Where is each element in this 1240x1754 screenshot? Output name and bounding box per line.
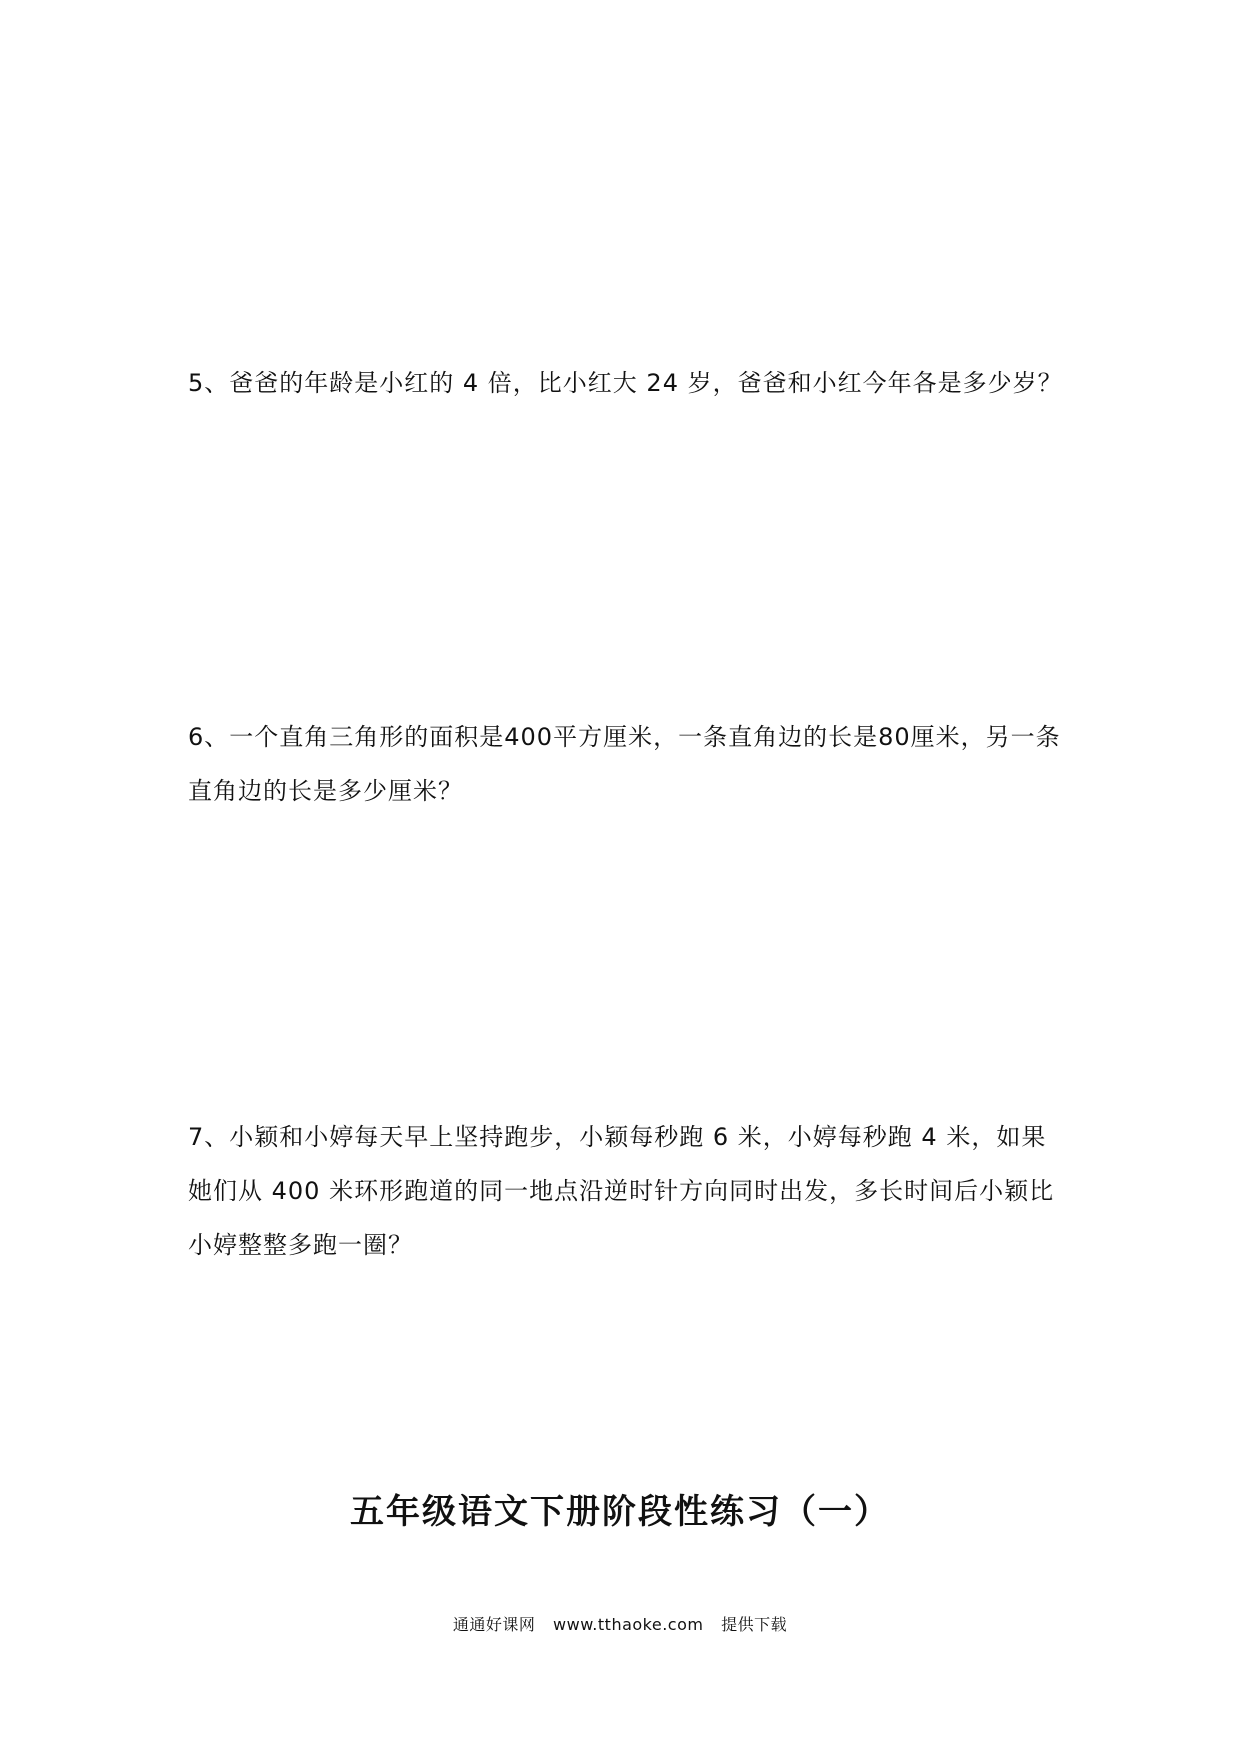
question-7: 7、小颖和小婷每天早上坚持跑步，小颖每秒跑 6 米，小婷每秒跑 4 米，如果她们从 400 米环形跑道的同一地点沿逆时针方向同时出发，多长时间后小颖比小婷整整多跑一圈？ — [188, 1123, 1055, 1259]
section-title: 五年级语文下册阶段性练习（一） — [350, 1492, 890, 1532]
question-5: 5、爸爸的年龄是小红的 4 倍，比小红大 24 岁，爸爸和小红今年各是多少岁？ — [188, 369, 1063, 397]
page-footer — [0, 1612, 1240, 1635]
footer-site-name: 通通好课网 — [452, 1615, 536, 1634]
footer-suffix: 提供下载 — [721, 1615, 788, 1634]
footer-url: www.tthaoke.com — [553, 1615, 704, 1634]
question-6: 6、一个直角三角形的面积是400平方厘米，一条直角边的长是80厘米，另一条直角边的长是多少厘米？ — [188, 723, 1061, 805]
